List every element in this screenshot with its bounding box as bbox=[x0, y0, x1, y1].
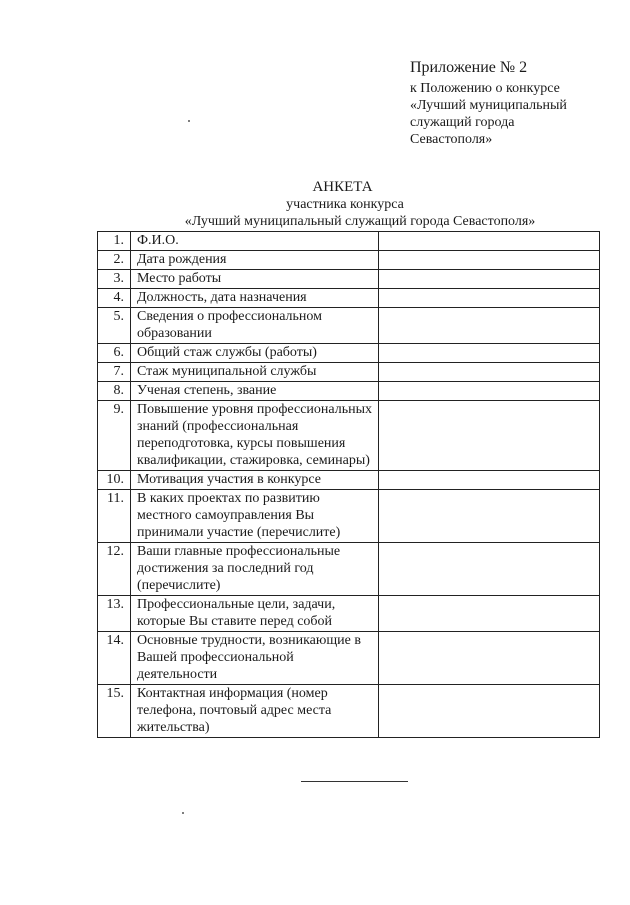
row-label: Ученая степень, звание bbox=[131, 382, 379, 401]
scan-speck bbox=[182, 812, 184, 814]
form-heading bbox=[0, 178, 630, 230]
appendix-line: Севастополя» bbox=[410, 132, 493, 147]
row-number: 7. bbox=[98, 363, 131, 382]
table-row bbox=[98, 232, 600, 251]
row-label: Ф.И.О. bbox=[131, 232, 379, 251]
row-number: 14. bbox=[98, 632, 131, 685]
appendix-line: «Лучший муниципальный bbox=[410, 98, 567, 113]
table-row bbox=[98, 685, 600, 738]
answer-field[interactable] bbox=[379, 596, 600, 632]
table-row bbox=[98, 401, 600, 471]
row-label: Основные трудности, возникающие в Вашей профессиональной деятельности bbox=[131, 632, 379, 685]
row-number: 4. bbox=[98, 289, 131, 308]
answer-field[interactable] bbox=[379, 685, 600, 738]
row-label: Ваши главные профессиональные достижения за последний год (перечислите) bbox=[131, 543, 379, 596]
form-subtitle: участника конкурса bbox=[286, 197, 404, 212]
table-row bbox=[98, 632, 600, 685]
row-number: 5. bbox=[98, 308, 131, 344]
appendix-block bbox=[410, 58, 625, 148]
row-number: 10. bbox=[98, 471, 131, 490]
row-number: 13. bbox=[98, 596, 131, 632]
table-row bbox=[98, 382, 600, 401]
answer-field[interactable] bbox=[379, 232, 600, 251]
table-row bbox=[98, 251, 600, 270]
answer-field[interactable] bbox=[379, 308, 600, 344]
answer-field[interactable] bbox=[379, 632, 600, 685]
appendix-line: служащий города bbox=[410, 115, 515, 130]
row-label: Дата рождения bbox=[131, 251, 379, 270]
signature-line bbox=[301, 781, 408, 782]
answer-field[interactable] bbox=[379, 543, 600, 596]
row-number: 6. bbox=[98, 344, 131, 363]
table-row bbox=[98, 596, 600, 632]
questionnaire-table bbox=[97, 231, 600, 738]
table-row bbox=[98, 490, 600, 543]
row-number: 11. bbox=[98, 490, 131, 543]
answer-field[interactable] bbox=[379, 344, 600, 363]
answer-field[interactable] bbox=[379, 401, 600, 471]
row-number: 3. bbox=[98, 270, 131, 289]
row-label: В каких проектах по развитию местного самоуправления Вы принимали участие (перечислите) bbox=[131, 490, 379, 543]
row-label: Контактная информация (номер телефона, почтовый адрес места жительства) bbox=[131, 685, 379, 738]
row-label: Мотивация участия в конкурсе bbox=[131, 471, 379, 490]
answer-field[interactable] bbox=[379, 270, 600, 289]
answer-field[interactable] bbox=[379, 490, 600, 543]
answer-field[interactable] bbox=[379, 289, 600, 308]
table-row bbox=[98, 289, 600, 308]
row-number: 8. bbox=[98, 382, 131, 401]
form-title: АНКЕТА bbox=[312, 179, 373, 195]
row-label: Стаж муниципальной службы bbox=[131, 363, 379, 382]
row-number: 1. bbox=[98, 232, 131, 251]
row-label: Должность, дата назначения bbox=[131, 289, 379, 308]
answer-field[interactable] bbox=[379, 251, 600, 270]
row-number: 12. bbox=[98, 543, 131, 596]
appendix-title: Приложение № 2 bbox=[410, 59, 528, 76]
table-row bbox=[98, 543, 600, 596]
answer-field[interactable] bbox=[379, 471, 600, 490]
row-number: 9. bbox=[98, 401, 131, 471]
row-label: Сведения о профессиональном образовании bbox=[131, 308, 379, 344]
table-row bbox=[98, 308, 600, 344]
row-label: Общий стаж службы (работы) bbox=[131, 344, 379, 363]
row-number: 2. bbox=[98, 251, 131, 270]
appendix-line: к Положению о конкурсе bbox=[410, 81, 560, 96]
row-label: Место работы bbox=[131, 270, 379, 289]
answer-field[interactable] bbox=[379, 382, 600, 401]
table-row bbox=[98, 270, 600, 289]
row-number: 15. bbox=[98, 685, 131, 738]
table-row bbox=[98, 363, 600, 382]
contest-name: «Лучший муниципальный служащий города Севастополя» bbox=[184, 214, 536, 229]
scan-speck bbox=[188, 120, 190, 122]
answer-field[interactable] bbox=[379, 363, 600, 382]
table-row bbox=[98, 471, 600, 490]
row-label: Профессиональные цели, задачи, которые Вы ставите перед собой bbox=[131, 596, 379, 632]
row-label: Повышение уровня профессиональных знаний (профессиональная переподготовка, курсы повышения квалификации, стажировка, семинары) bbox=[131, 401, 379, 471]
table-row bbox=[98, 344, 600, 363]
